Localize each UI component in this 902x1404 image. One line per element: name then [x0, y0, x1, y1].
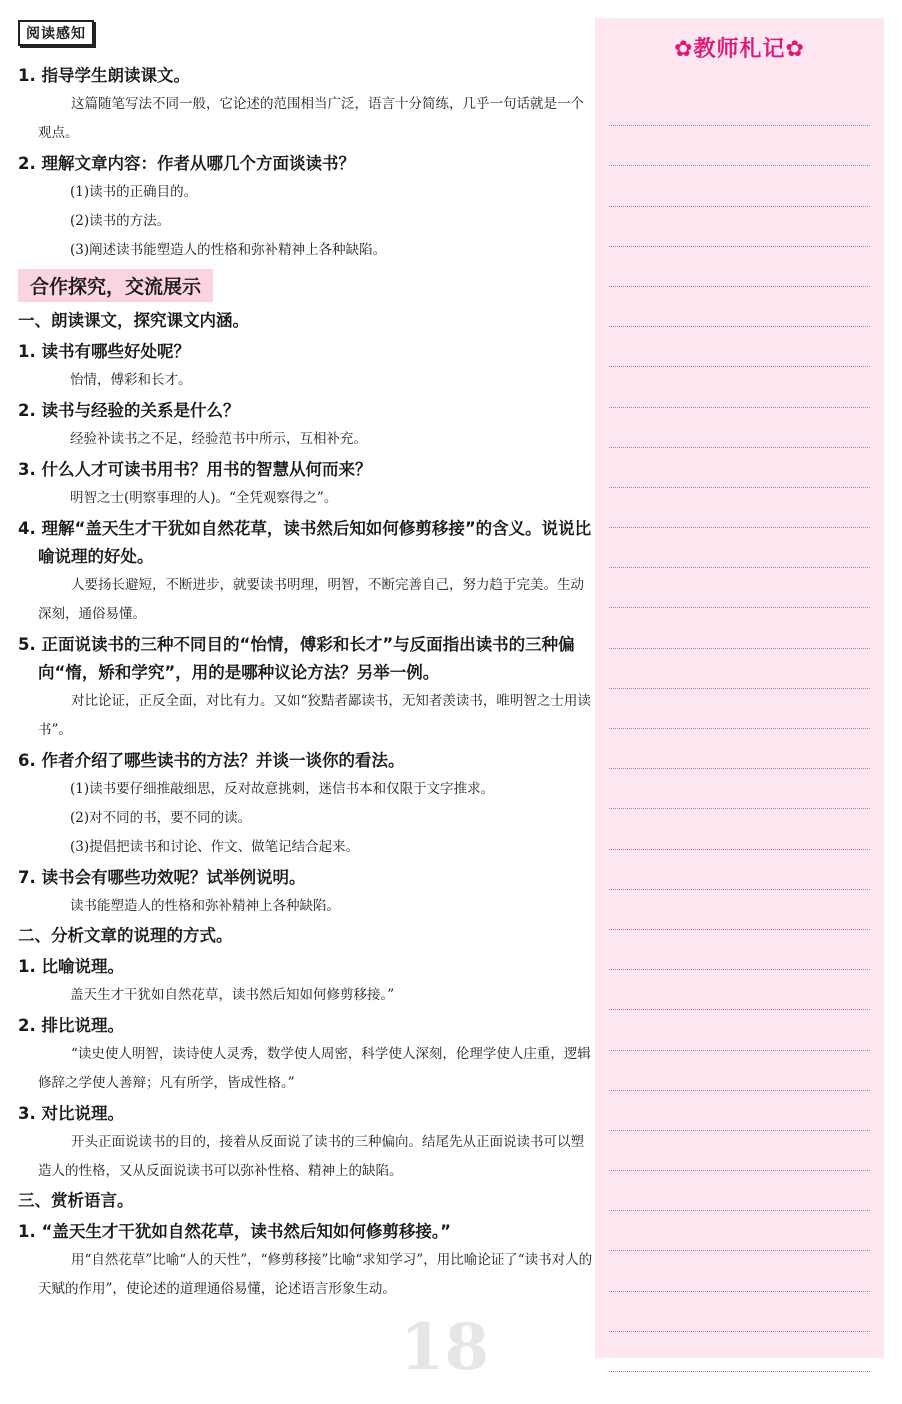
answer-item: (2)对不同的书，要不同的读。	[70, 810, 252, 826]
part-heading: 一、朗读课文，探究课文内涵。	[18, 311, 249, 330]
answer-item: (3)提倡把读书和讨论、作文、做笔记结合起来。	[70, 839, 360, 855]
question-text: 5. 正面说读书的三种不同目的“怡情，傅彩和长才”与反面指出读书的三种偏向“惰，矫和学究”，用的是哪种议论方法？另举一例。	[18, 635, 575, 682]
note-line	[609, 207, 870, 247]
question-text: 6. 作者介绍了哪些读书的方法？并谈一谈你的看法。	[18, 751, 405, 770]
answer-item: (3)阐述读书能塑造人的性格和弥补精神上各种缺陷。	[70, 242, 387, 258]
note-line	[609, 568, 870, 608]
note-line	[609, 528, 870, 568]
note-line	[609, 1251, 870, 1291]
question-text: 1. 比喻说理。	[18, 957, 124, 976]
note-line	[609, 689, 870, 729]
part-heading: 三、赏析语言。	[18, 1191, 134, 1210]
note-line	[609, 287, 870, 327]
note-line	[609, 930, 870, 970]
note-line	[609, 649, 870, 689]
answer-text: 人要扬长避短，不断进步，就要读书明理，明智，不断完善自己，努力趋于完美。生动深刻，通俗易懂。	[38, 577, 584, 622]
note-line	[609, 247, 870, 287]
question-text: 2. 读书与经验的关系是什么？	[18, 401, 240, 420]
question-text: 1. “盖天生才干犹如自然花草，读书然后知如何修剪移接。”	[18, 1222, 451, 1241]
page-number: 18	[400, 1310, 490, 1385]
note-lines	[609, 86, 870, 1372]
answer-item: (1)读书的正确目的。	[70, 184, 198, 200]
question-text: 1. 指导学生朗读课文。	[18, 66, 190, 85]
note-line	[609, 488, 870, 528]
section-badge: 阅读感知	[18, 20, 94, 46]
answer-item: (1)读书要仔细推敲细思，反对故意挑刺，迷信书本和仅限于文字推求。	[70, 781, 495, 797]
part-heading: 二、分析文章的说理的方式。	[18, 926, 233, 945]
note-line	[609, 126, 870, 166]
answer-text: “读史使人明智，读诗使人灵秀，数学使人周密，科学使人深刻，伦理学使人庄重，逻辑修辞之学使人善辩；凡有所学，皆成性格。”	[38, 1046, 591, 1091]
answer-item: (2)读书的方法。	[70, 213, 171, 229]
question-text: 2. 排比说理。	[18, 1016, 124, 1035]
question-text: 7. 读书会有哪些功效呢？试举例说明。	[18, 868, 306, 887]
answer-text: 读书能塑造人的性格和弥补精神上各种缺陷。	[70, 898, 340, 914]
answer-text: 用“自然花草”比喻“人的天性”，“修剪移接”比喻“求知学习”，用比喻论证了“读书对人的天赋的作用”，使论述的道理通俗易懂，论述语言形象生动。	[38, 1252, 593, 1297]
note-line	[609, 729, 870, 769]
question-text: 4. 理解“盖天生才干犹如自然花草，读书然后知如何修剪移接”的含义。说说比喻说理的好处。	[18, 519, 592, 566]
answer-text: 这篇随笔写法不同一般，它论述的范围相当广泛，语言十分简练，几乎一句话就是一个观点。	[38, 96, 584, 141]
note-line	[609, 1332, 870, 1372]
teacher-notes-title: ✿教师札记✿	[674, 37, 805, 62]
answer-text: 明智之士(明察事理的人)。“全凭观察得之”。	[70, 490, 338, 506]
note-line	[609, 367, 870, 407]
answer-text: 开头正面说读书的目的，接着从反面说了读书的三种偏向。结尾先从正面说读书可以塑造人的性格，又从反面说读书可以弥补性格、精神上的缺陷。	[38, 1134, 584, 1179]
note-line	[609, 1292, 870, 1332]
note-line	[609, 890, 870, 930]
note-line	[609, 769, 870, 809]
note-line	[609, 1211, 870, 1251]
note-line	[609, 608, 870, 648]
note-line	[609, 1131, 870, 1171]
note-line	[609, 1091, 870, 1131]
note-line	[609, 327, 870, 367]
note-line	[609, 970, 870, 1010]
question-text: 2. 理解文章内容：作者从哪几个方面谈读书？	[18, 154, 355, 173]
section-title: 合作探究，交流展示	[18, 269, 213, 302]
main-content	[18, 20, 593, 1304]
answer-text: 盖天生才干犹如自然花草，读书然后知如何修剪移接。”	[70, 987, 395, 1003]
teacher-notes-panel	[595, 18, 884, 1358]
answer-text: 怡情，傅彩和长才。	[70, 372, 192, 388]
question-text: 3. 什么人才可读书用书？用书的智慧从何而来？	[18, 460, 372, 479]
answer-text: 对比论证，正反全面，对比有力。又如“狡黠者鄙读书，无知者羡读书，唯明智之士用读书”。	[38, 693, 591, 738]
note-line	[609, 1051, 870, 1091]
note-line	[609, 850, 870, 890]
question-text: 3. 对比说理。	[18, 1104, 124, 1123]
note-line	[609, 166, 870, 206]
note-line	[609, 448, 870, 488]
note-line	[609, 86, 870, 126]
question-text: 1. 读书有哪些好处呢？	[18, 342, 190, 361]
note-line	[609, 408, 870, 448]
note-line	[609, 1171, 870, 1211]
note-line	[609, 1010, 870, 1050]
note-line	[609, 809, 870, 849]
answer-text: 经验补读书之不足，经验范书中所示，互相补充。	[70, 431, 367, 447]
